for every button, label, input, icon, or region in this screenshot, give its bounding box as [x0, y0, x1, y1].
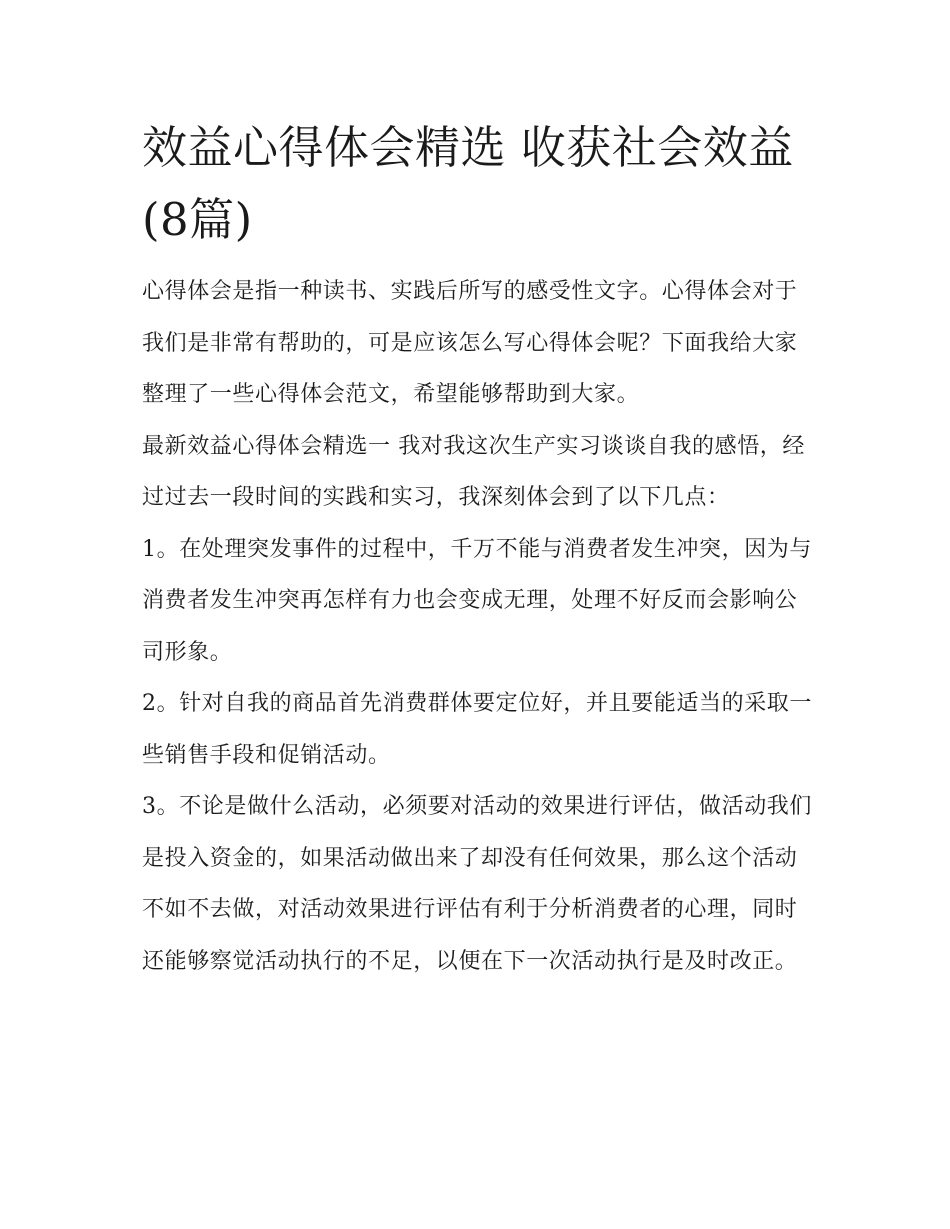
- document-title: 效益心得体会精选 收获社会效益(8篇): [142, 121, 794, 246]
- section-one-paragraph: 最新效益心得体会精选一 我对我这次生产实习谈谈自我的感悟，经过过去一段时间的实践和实习，我深刻体会到了以下几点：: [142, 433, 805, 510]
- point-one-paragraph: 1。在处理突发事件的过程中，千万不能与消费者发生冲突，因为与消费者发生冲突再怎样有力也会变成无理，处理不好反而会影响公司形象。: [142, 536, 812, 665]
- point-two-paragraph: 2。针对自我的商品首先消费群体要定位好，并且要能适当的采取一些销售手段和促销活动。: [142, 691, 812, 768]
- intro-paragraph: 心得体会是指一种读书、实践后所写的感受性文字。心得体会对于我们是非常有帮助的，可是应该怎么写心得体会呢？下面我给大家整理了一些心得体会范文，希望能够帮助到大家。: [142, 279, 798, 407]
- document-content: [142, 112, 817, 987]
- point-three-paragraph: 3。不论是做什么活动，必须要对活动的效果进行评估，做活动我们是投入资金的，如果活动做出来了却没有任何效果，那么这个活动不如不去做，对活动效果进行评估有利于分析消费者的心理，同时还能够察觉活动执行的不足，以便在下一次活动执行是及时改正。: [142, 794, 812, 974]
